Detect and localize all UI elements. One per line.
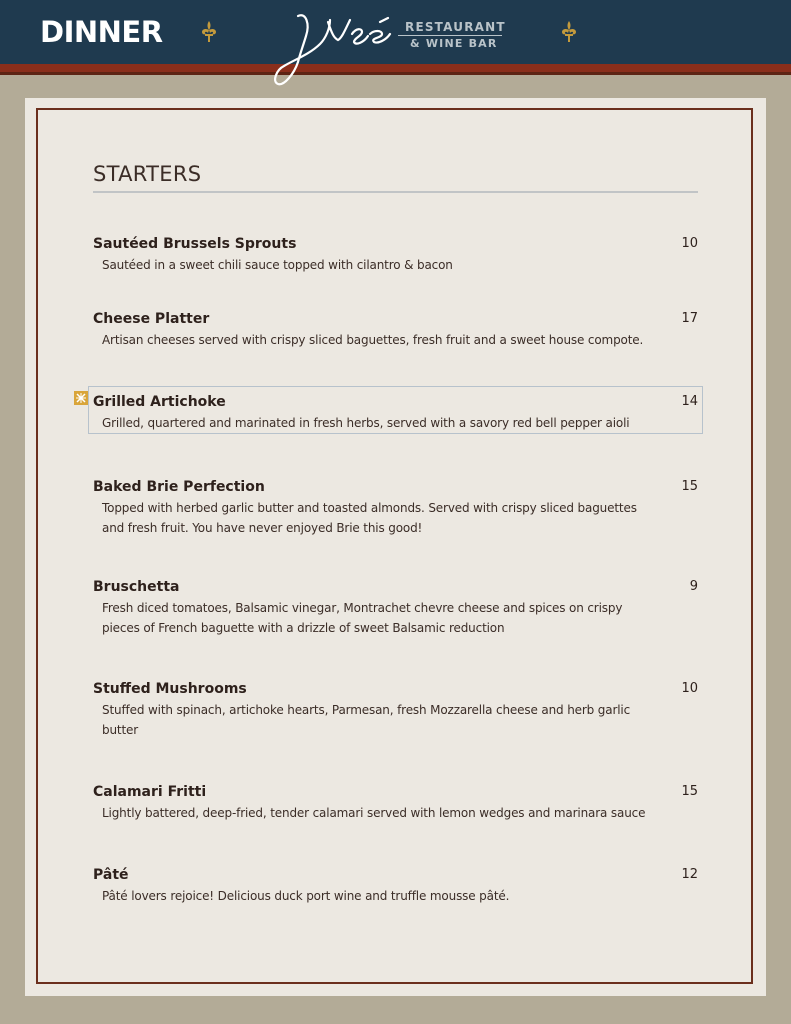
brand-logo bbox=[270, 4, 400, 90]
menu-item-price: 15 bbox=[681, 479, 698, 494]
menu-item-name: Bruschetta bbox=[93, 579, 180, 595]
menu-item-price: 12 bbox=[681, 867, 698, 882]
menu-item-description: Fresh diced tomatoes, Balsamic vinegar, Montrachet chevre cheese and spices on crispy pieces of French baguette with a drizzle of sweet Balsamic reduction bbox=[102, 601, 623, 635]
menu-item-name: Baked Brie Perfection bbox=[93, 479, 265, 495]
brand-restaurant-label: RESTAURANT bbox=[405, 20, 506, 34]
menu-panel bbox=[25, 98, 766, 996]
menu-item-price: 17 bbox=[681, 311, 698, 326]
menu-item-description: Topped with herbed garlic butter and toasted almonds. Served with crispy sliced baguettes and fresh fruit. You have never enjoyed Brie this good! bbox=[102, 501, 637, 535]
menu-item-name: Cheese Platter bbox=[93, 311, 210, 327]
brand-wine-bar-label: & WINE BAR bbox=[410, 37, 498, 50]
fleur-de-lis-icon bbox=[560, 20, 578, 44]
section-title: STARTERS bbox=[93, 162, 202, 186]
marker-icon bbox=[74, 391, 88, 405]
menu-item-price: 10 bbox=[681, 681, 698, 696]
menu-item-description: Artisan cheeses served with crispy sliced baguettes, fresh fruit and a sweet house compote. bbox=[102, 333, 644, 347]
menu-item-description: Lightly battered, deep-fried, tender calamari served with lemon wedges and marinara sauce bbox=[102, 806, 646, 820]
menu-item-name: Sautéed Brussels Sprouts bbox=[93, 236, 297, 252]
menu-item-description: Sautéed in a sweet chili sauce topped with cilantro & bacon bbox=[102, 258, 453, 272]
menu-item-name: Pâté bbox=[93, 867, 129, 883]
menu-item-price: 9 bbox=[689, 579, 698, 594]
menu-item-price: 15 bbox=[681, 784, 698, 799]
brand-divider bbox=[398, 35, 502, 36]
menu-item-description: Pâté lovers rejoice! Delicious duck port wine and truffle mousse pâté. bbox=[102, 889, 510, 903]
menu-item-description: Grilled, quartered and marinated in fresh herbs, served with a savory red bell pepper aioli bbox=[102, 416, 630, 430]
menu-item-name: Stuffed Mushrooms bbox=[93, 681, 247, 697]
menu-item-name: Grilled Artichoke bbox=[93, 394, 226, 410]
menu-item-description: Stuffed with spinach, artichoke hearts, Parmesan, fresh Mozzarella cheese and herb garlic butter bbox=[102, 703, 631, 737]
fleur-de-lis-icon bbox=[200, 20, 218, 44]
page-title: DINNER bbox=[40, 15, 163, 49]
menu-item-name: Calamari Fritti bbox=[93, 784, 207, 800]
menu-item-price: 14 bbox=[681, 394, 698, 409]
menu-item-price: 10 bbox=[681, 236, 698, 251]
section-divider bbox=[93, 191, 698, 193]
